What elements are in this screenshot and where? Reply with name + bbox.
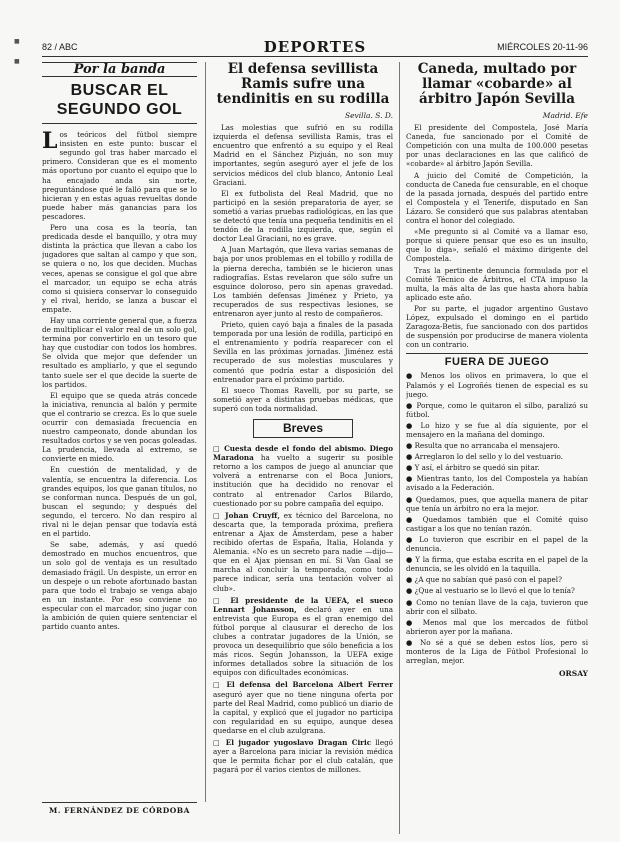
- headline: El defensa sevillista Ramis sufre una tendinitis en su rodilla: [216, 62, 390, 107]
- paragraph: El sueco Thomas Ravelli, por su parte, se sometió ayer a distintas pruebas médicas, que superó con toda normalidad.: [213, 385, 393, 413]
- brief-item: □ El presidente de la UEFA, el sueco Lennart Johansson, declaró ayer en una entrevista que Europa es el gran enemigo del fútbol porque al clausurar el derecho de los clubes a contratar jugadores de la Unión, se provoca un desequilibrio que sólo beneficia a los más ricos. Según Johansson, la UEFA exige informes detallados sobre la situación de los equipos con dificultades económicas.: [213, 595, 393, 678]
- brief-head: El presidente de la UEFA, el sueco Lennart Johansson,: [213, 595, 393, 614]
- page-header: [42, 40, 588, 57]
- fuera-item: ● Lo tuvieron que escribir en el papel de la denuncia.: [406, 534, 588, 554]
- briefs-box-title: Breves: [253, 419, 353, 438]
- fuera-item: ● Arreglaron lo del sello y lo del vestuario.: [406, 452, 563, 462]
- column-kicker: Por la banda: [42, 62, 197, 77]
- column-divider: [205, 62, 206, 802]
- fuera-item-text: ¿Que al vestuario se lo llevó el que lo tenía?: [414, 586, 575, 596]
- brief-text: aseguró ayer que no tiene ninguna oferta por parte del Real Madrid, como publicó un diario de la capital, y explicó que el jugador no participa con regularidad en su equipo, aunque desea quedarse en el club azulgrana.: [213, 689, 393, 735]
- dateline: Sevilla. S. D.: [344, 111, 393, 120]
- fuera-item: ● Quedamos también que el Comité quiso castigar a los que no tenían razón.: [406, 514, 588, 533]
- paragraph: Se sabe, además, y así quedó demostrado en muchos encuentros, que un solo gol de ventaja es un resultado demasiado frágil. Un despiste, un error en un despeje o un rebote afortunado bastan para que todo el trabajo se venga abajo en un instante. Por eso conviene no especular con el marcador, sino jugar con la ambición de quien quiere sentenciar el partido cuanto antes.: [42, 540, 197, 632]
- fuera-item: ● ¿A que no sabían qué pasó con el papel?: [406, 575, 562, 585]
- fuera-item-text: Arreglaron lo del sello y lo del vestuario.: [414, 452, 563, 462]
- fuera-item: ● Menos mal que los mercados de fútbol abrieron ayer por la mañana.: [406, 617, 588, 636]
- margin-mark: ■: [14, 38, 20, 45]
- fuera-item: ● Porque, como le quitaron el silbo, paralizó su fútbol.: [406, 400, 588, 419]
- fuera-item: ● Y la firma, que estaba escrita en el papel de la denuncia, se les olvidó en la taquilla.: [406, 555, 588, 574]
- brief-text: ex técnico del Barcelona, no descarta que, la temporada próxima, prefiera entrenar a Ajax de Ámsterdam, pese a haber recibido ofertas de España, Italia, Holanda y Alemania. «No es un secreto para nadie —dijo— que en el Ajax piensan en mí. Si Van Gaal se marcha al concluir la temporada, como todo parece indicar, sería una tentación volver al club».: [213, 510, 393, 593]
- fuera-item-text: Lo hizo y se fue al día siguiente, por el mensajero en la mañana del domingo.: [406, 420, 588, 439]
- fuera-item-text: ¿A que no sabían qué pasó con el papel?: [414, 575, 562, 585]
- fuera-item-text: No sé a qué se deben estos líos, pero si monteros de la Liga de Fútbol Profesional lo arreglan, mejor.: [406, 637, 588, 666]
- paragraph: Prieto, quien cayó baja a finales de la pasada temporada por una lesión de rodilla, participó en el entrenamiento y podría reaparecer con el Sevilla en las próximas jornadas. Jiménez está recuperado de sus molestias musculares y comentó que podría estar a disposición del entrenador para el próximo partido.: [213, 320, 393, 384]
- fuera-item: ● Quedamos, pues, que aquella manera de pitar que tenía un árbitro no era la mejor.: [406, 494, 588, 513]
- fuera-item-text: Resulta que no arrancaba el mensajero.: [414, 441, 560, 451]
- fuera-item-text: Como no tenían llave de la caja, tuvieron que abrir con el silbato.: [406, 597, 588, 616]
- paragraph: Hay una corriente general que, a fuerza de multiplicar el valor real de un solo gol, termina por convertirlo en un tesoro que hay que custodiar con todos los hombres. Se olvida que mejor que defender un resultado es ampliarlo, y que el segundo tanto suele ser el que decide la suerte de los partidos.: [42, 315, 197, 389]
- brief-head: Johan Cruyff,: [225, 510, 280, 520]
- dateline: Madrid. Efe: [542, 111, 588, 120]
- paragraph: «Me pregunto si al Comité va a llamar eso, porque si quiere pensar que eso es un insulto, que lo diga», señaló el máximo dirigente del Compostela.: [406, 227, 588, 264]
- brief-head: El jugador yugoslavo Dragan Ciric: [225, 738, 372, 747]
- fuera-item: ● Como no tenían llave de la caja, tuvieron que abrir con el silbato.: [406, 597, 588, 616]
- paragraph: Tras la pertinente denuncia formulada por el Comité Técnico de Árbitros, el CTA impuso la multa, la más alta de las que hasta ahora había aplicado este año.: [406, 265, 588, 302]
- fuera-item-text: Quedamos también que el Comité quiso castigar a los que no tenían razón.: [406, 514, 588, 533]
- fuera-item-text: Quedamos, pues, que aquella manera de pitar que tenía un árbitro no era la mejor.: [406, 494, 588, 513]
- fuera-de-juego-section: [406, 353, 588, 678]
- brief-item: □ Johan Cruyff, ex técnico del Barcelona, no descarta que, la temporada próxima, prefiera entrenar a Ajax de Ámsterdam, pese a haber recibido ofertas de España, Italia, Holanda y Alemania. «No es un secreto para nadie —dijo— que en el Ajax piensan en mí. Si Van Gaal se marcha al concluir la temporada, como todo parece indicar, sería una tentación volver al club».: [213, 510, 393, 593]
- fuera-item-text: Menos los olivos en primavera, lo que el Palamós y el Logroñés tienen de especial es su juego.: [406, 371, 588, 399]
- column-ramis: [213, 62, 393, 832]
- fuera-item: ● Menos los olivos en primavera, lo que el Palamós y el Logroñés tienen de especial es su juego.: [406, 371, 588, 399]
- fuera-item: ● Mientras tanto, los del Compostela ya habían avisado a la Federación.: [406, 474, 588, 493]
- fuera-item: ● Y así, el árbitro se quedó sin pitar.: [406, 463, 540, 473]
- fuera-item: ● Resulta que no arrancaba el mensajero.: [406, 441, 560, 451]
- paragraph: El presidente del Compostela, José María Caneda, fue sancionado por el Comité de Competición con una multa de 100.000 pesetas por unas declaraciones en las que calificó de «cobarde» al árbitro Japón Sevilla.: [406, 123, 588, 169]
- headline: Caneda, multado por llamar «cobarde» al árbitro Japón Sevilla: [417, 62, 577, 107]
- paragraph: A juicio del Comité de Competición, la conducta de Caneda fue censurable, en el choque de la pasada jornada, después del partido entre el Compostela y el Tenerife, disputado en San Lázaro. Se consideró que sus palabras atentaban contra el honor del colegiado.: [406, 170, 588, 226]
- brief-text: declaró ayer en una entrevista que Europa es el gran enemigo del fútbol porque al clausurar el derecho de los clubes a contratar jugadores de la Unión, se provoca un desequilibrio que sólo beneficia a los más ricos. Según Johansson, la UEFA exige informes detallados sobre la situación de los equipos con dificultades económicas.: [213, 604, 393, 678]
- fuera-item-text: Mientras tanto, los del Compostela ya habían avisado a la Federación.: [406, 474, 588, 493]
- fuera-item-text: Y la firma, que estaba escrita en el papel de la denuncia, se les olvidó en la taquilla.: [406, 555, 588, 574]
- paragraph: Pero una cosa es la teoría, tan predicada desde el banquillo, y otra muy distinta la práctica que llevan a cabo los jugadores que saltan al campo y que son, se quiera o no, los que deciden. Muchas veces, apenas se consigue el gol que abre el marcador, un equipo se echa atrás como si quisiera conservar lo conseguido y el rival, herido, se lanza a buscar el empate.: [42, 223, 197, 314]
- fuera-item-text: Porque, como le quitaron el silbo, paralizó su fútbol.: [406, 400, 588, 419]
- fuera-item: ● Lo hizo y se fue al día siguiente, por el mensajero en la mañana del domingo.: [406, 420, 588, 439]
- signature: ORSAY: [559, 669, 588, 679]
- drop-cap-paragraph: L: [42, 128, 58, 155]
- fuera-item: ● ¿Que al vestuario se lo llevó el que lo tenía?: [406, 586, 575, 596]
- page-date: MIÉRCOLES 20-11-96: [497, 42, 588, 52]
- brief-text: ha vuelto a sugerir su posible retorno a los campos de juego al anunciar que volverá a entrenarse con el Boca Juniors, institución que ha decidido no renovar el contrato al entrenador Carlos Bilardo, cuestionado por su pobre campaña del equipo.: [213, 453, 393, 508]
- column-caneda: [406, 62, 588, 834]
- fuera-item-text: Lo tuvieron que escribir en el papel de la denuncia.: [406, 534, 588, 554]
- paragraph: El ex futbolista del Real Madrid, que no participó en la sesión preparatoria de ayer, se sometió a varias pruebas radiológicas, en las que se detectó que tenía una pequeña tendinitis en el tendón de la rodilla izquierda, que, según el doctor Leal Graciani, no es grave.: [213, 188, 393, 244]
- paragraph: En cuestión de mentalidad, y de valentía, se encuentra la diferencia. Los grandes equipos, los que ganan títulos, no se conforman nunca. Después de un gol, buscan el segundo; y después del segundo, el tercero. No dan respiro al rival ni le dejan pensar que todavía está en el partido.: [42, 465, 197, 539]
- brief-text: llegó ayer a Barcelona para iniciar la revisión médica que le permita fichar por el club catalán, que pagará por él varios cientos de millones.: [213, 738, 393, 775]
- brief-head: El defensa del Barcelona Albert Ferrer: [226, 680, 393, 690]
- author-byline: M. FERNÁNDEZ DE CÓRDOBA: [49, 806, 190, 815]
- paragraph: El equipo que se queda atrás concede la iniciativa, renuncia al balón y permite que el contrario se crezca. Es lo que suele ocurrir con demasiada frecuencia en nuestro campeonato, donde abundan los resultados cortos y se ven pocas goleadas. La prudencia, llevada al extremo, se convierte en miedo.: [42, 390, 197, 464]
- paragraph: Las molestias que sufrió en su rodilla izquierda el defensa sevillista Ramis, tras el encuentro que enfrentó a su equipo y el Real Madrid en el Sánchez Pizjuán, no son muy importantes, según aseguró ayer el jefe de los servicios médicos del club blanco, Antonio Leal Graciani.: [213, 123, 393, 187]
- brief-item: □ Cuesta desde el fondo del abismo. Diego Maradona ha vuelto a sugerir su posible retorno a los campos de juego al anunciar que volverá a entrenarse con el Boca Juniors, institución que ha decidido no renovar el contrato al entrenador Carlos Bilardo, cuestionado por su pobre campaña del equipo.: [213, 444, 393, 508]
- fuera-title: FUERA DE JUEGO: [444, 356, 550, 369]
- drop-cap-rest: os teóricos del fútbol siempre insisten en este punto: buscar el segundo gol tras haber marcado el primero. Consideran que es el momento más oportuno por cuanto el equipo que lo ha encajado anda sin norte, preguntándose qué le falló para que se lo hicieran y en estas aguas revueltas donde puede haber más ganancias para los pescadores.: [42, 130, 197, 221]
- divider: [42, 802, 197, 803]
- opinion-title: BUSCAR EL SEGUNDO GOL: [42, 81, 197, 124]
- brief-item: □ El defensa del Barcelona Albert Ferrer aseguró ayer que no tiene ninguna oferta por parte del Real Madrid, como publicó un diario de la capital, y explicó que el jugador no participa con regularidad en su equipo, aunque desea quedarse en el club azulgrana.: [213, 680, 393, 735]
- fuera-item-text: Y así, el árbitro se quedó sin pitar.: [414, 463, 540, 473]
- brief-head: Cuesta desde el fondo del abismo. Diego Maradona: [213, 444, 393, 463]
- paragraph: Por su parte, el jugador argentino Gustavo López, expulsado el domingo en el partido Zaragoza-Betis, fue sancionado con dos partidos de suspensión por producirse de manera violenta con un contrario.: [406, 303, 588, 350]
- column-divider: [399, 62, 400, 834]
- fuera-item: ● No sé a qué se deben estos líos, pero si monteros de la Liga de Fútbol Profesional lo arreglan, mejor.: [406, 637, 588, 666]
- brief-item: □ El jugador yugoslavo Dragan Ciric llegó ayer a Barcelona para iniciar la revisión médica que le permita fichar por el club catalán, que pagará por él varios cientos de millones.: [213, 738, 393, 775]
- page-number: 82 / ABC: [42, 42, 78, 52]
- paragraph: [42, 130, 197, 221]
- column-opinion: [42, 62, 197, 800]
- fuera-item-text: Menos mal que los mercados de fútbol abrieron ayer por la mañana.: [406, 617, 588, 636]
- section-title: DEPORTES: [263, 38, 367, 56]
- margin-mark: ■: [14, 58, 20, 65]
- paragraph: A Juan Martagón, que lleva varias semanas de baja por unos problemas en el tobillo y rodilla de la pierna derecha, también se le hicieron unas radiografías. Estas revelaron que sólo sufre un esguince doloroso, pero sin apenas gravedad. Los también defensas Jiménez y Prieto, ya recuperados de sus respectivas lesiones, se entrenaron ayer junto al resto de compañeros.: [213, 245, 393, 318]
